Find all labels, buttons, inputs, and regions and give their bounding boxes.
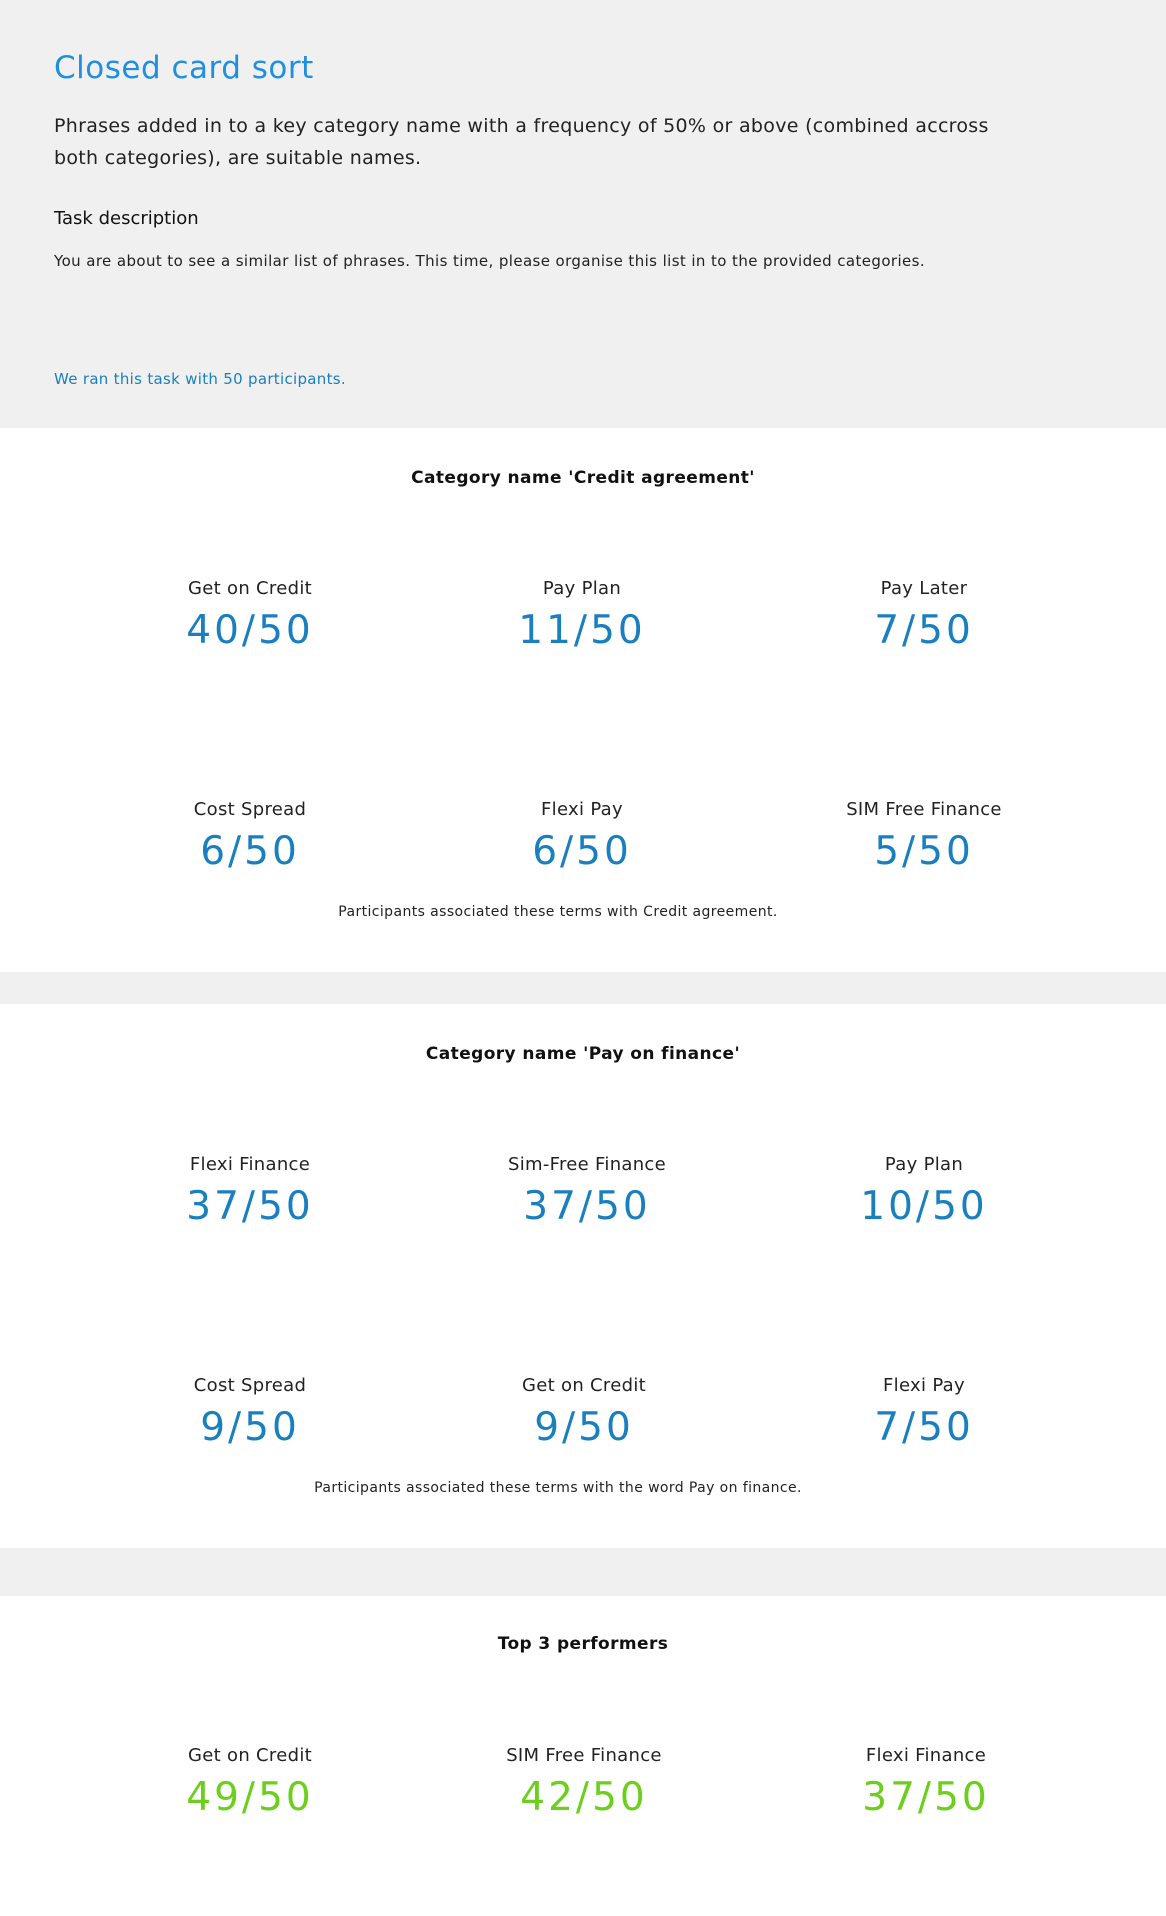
stat-card — [774, 1153, 1074, 1229]
stat-value: 37/50 — [523, 1184, 651, 1229]
stat-label: SIM Free Finance — [506, 1745, 662, 1766]
section-credit-agreement — [0, 428, 1166, 972]
stat-label: Cost Spread — [193, 799, 307, 820]
stat-card — [774, 1374, 1074, 1450]
page-title: Closed card sort — [54, 50, 314, 86]
section-top-performers — [0, 1596, 1166, 1916]
stat-card — [437, 1153, 737, 1229]
task-text: You are about to see a similar list of phrases. This time, please organise this list in to the provided categories. — [54, 252, 926, 270]
stat-value: 40/50 — [186, 608, 314, 653]
stat-label: Get on Credit — [188, 578, 312, 599]
stat-card — [100, 1744, 400, 1820]
stat-label: Flexi Finance — [865, 1745, 987, 1766]
intro-panel — [0, 0, 1166, 428]
stat-card — [100, 1153, 400, 1229]
stat-card — [432, 798, 732, 874]
stat-label: Flexi Pay — [541, 799, 623, 820]
section-pay-on-finance — [0, 1004, 1166, 1548]
stat-value: 7/50 — [874, 608, 974, 653]
stat-value: 10/50 — [860, 1184, 988, 1229]
stat-label: Cost Spread — [193, 1375, 307, 1396]
stat-card — [774, 577, 1074, 653]
stat-label: Flexi Finance — [189, 1154, 311, 1175]
section-caption: Participants associated these terms with the word Pay on finance. — [314, 1480, 802, 1496]
stat-card — [434, 1744, 734, 1820]
stat-card — [774, 798, 1074, 874]
stat-label: Sim-Free Finance — [507, 1154, 667, 1175]
stat-value: 9/50 — [534, 1405, 634, 1450]
stat-value: 11/50 — [518, 608, 646, 653]
stat-value: 37/50 — [862, 1775, 990, 1820]
section-caption: Participants associated these terms with Credit agreement. — [338, 904, 778, 920]
stat-value: 5/50 — [874, 829, 974, 874]
section-title: Category name 'Credit agreement' — [411, 468, 755, 488]
stat-card — [434, 1374, 734, 1450]
stat-card — [100, 577, 400, 653]
stat-value: 42/50 — [520, 1775, 648, 1820]
stat-value: 37/50 — [186, 1184, 314, 1229]
participants-note: We ran this task with 50 participants. — [54, 370, 346, 388]
stat-card — [100, 798, 400, 874]
stat-card — [100, 1374, 400, 1450]
stat-value: 9/50 — [200, 1405, 300, 1450]
stat-label: Pay Plan — [542, 578, 622, 599]
stat-value: 49/50 — [186, 1775, 314, 1820]
stat-value: 7/50 — [874, 1405, 974, 1450]
section-title: Category name 'Pay on finance' — [425, 1044, 741, 1064]
task-heading: Task description — [54, 208, 199, 229]
stat-label: Flexi Pay — [883, 1375, 965, 1396]
stat-card — [432, 577, 732, 653]
stat-label: Pay Later — [880, 578, 968, 599]
stat-label: Get on Credit — [188, 1745, 312, 1766]
stat-value: 6/50 — [532, 829, 632, 874]
stat-label: SIM Free Finance — [846, 799, 1002, 820]
stat-label: Get on Credit — [522, 1375, 646, 1396]
stat-label: Pay Plan — [884, 1154, 964, 1175]
stat-value: 6/50 — [200, 829, 300, 874]
intro-description: Phrases added in to a key category name with a frequency of 50% or above (combined accross both categories), are suitable names. — [54, 115, 989, 169]
section-title: Top 3 performers — [497, 1634, 669, 1654]
stat-card — [776, 1744, 1076, 1820]
